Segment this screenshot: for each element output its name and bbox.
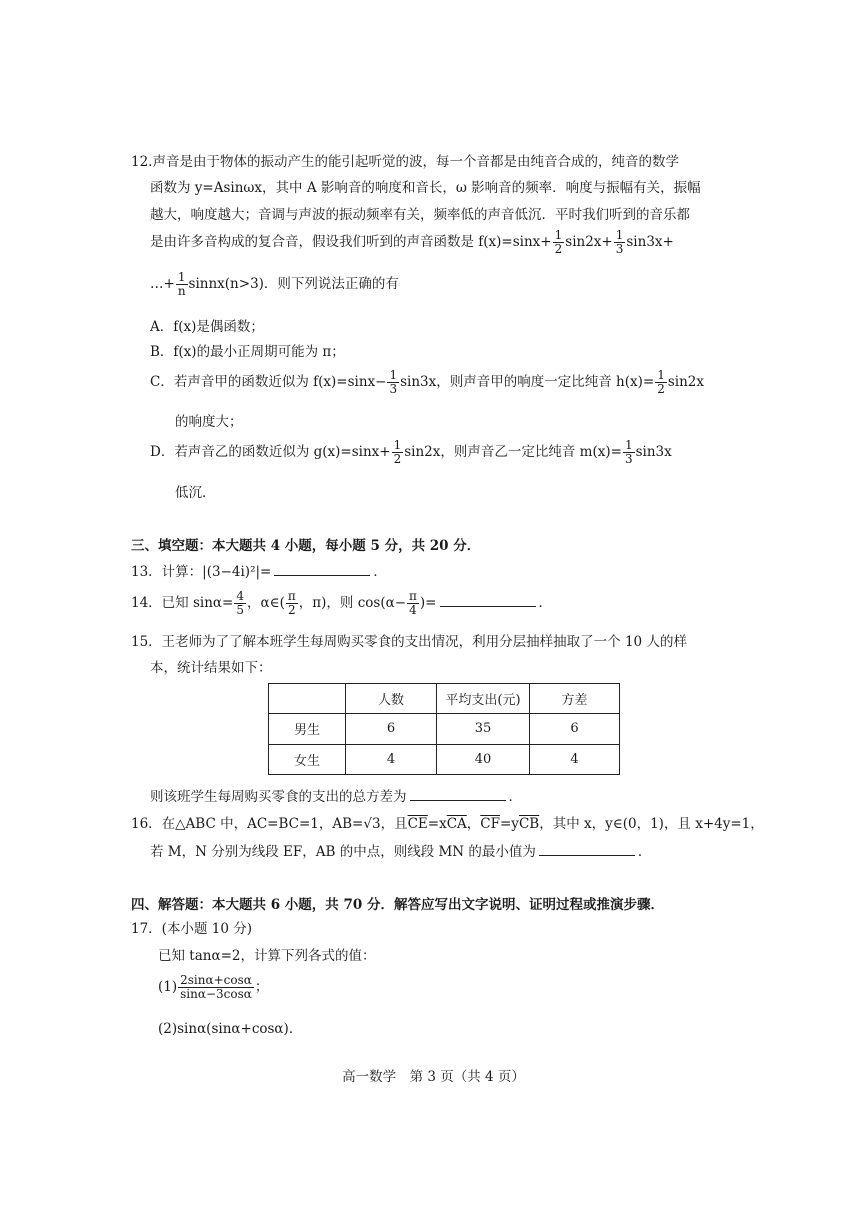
q17-p1-end: ； bbox=[254, 979, 269, 995]
vector-ca: $\overline{CA}$ bbox=[446, 816, 467, 832]
q12-line4-mid2: sin3x+ bbox=[626, 234, 674, 250]
q13-end: ． bbox=[373, 564, 387, 580]
q16-text-b: =x bbox=[427, 816, 447, 832]
frac-den: 5 bbox=[236, 603, 244, 617]
q12-line5 bbox=[150, 270, 399, 298]
q16-line1 bbox=[131, 812, 764, 832]
q12-option-c-cont: 的响度大； bbox=[175, 414, 243, 430]
frac-num: 1 bbox=[554, 228, 563, 243]
q13 bbox=[131, 560, 387, 580]
fraction bbox=[178, 974, 254, 1000]
q12-optd-post: sin3x bbox=[635, 444, 672, 460]
q12-line3: 越大，响度越大；音调与声波的振动频率有关，频率低的声音低沉．平时我们听到的音乐都 bbox=[150, 207, 690, 223]
q12-line4-mid1: sin2x+ bbox=[565, 234, 613, 250]
table-cell: 男生 bbox=[269, 714, 346, 744]
fraction bbox=[286, 590, 298, 616]
q12-line2: 函数为 y=Asinωx，其中 A 影响音的响度和音长，ω 影响音的频率．响度与振幅有关，振幅 bbox=[150, 180, 701, 196]
frac-num: π bbox=[287, 589, 296, 604]
fraction bbox=[655, 369, 667, 395]
table-header-row bbox=[269, 684, 620, 714]
q16-line2-end: ． bbox=[637, 844, 652, 860]
frac-den: 2 bbox=[554, 242, 563, 256]
q17-p1-label: (1) bbox=[158, 979, 178, 995]
table-header-cell: 方差 bbox=[530, 684, 620, 714]
table-header-cell: 人数 bbox=[346, 684, 437, 714]
q15-line2: 本，统计结果如下： bbox=[150, 660, 272, 676]
q12-option-b: B．f(x)的最小正周期可能为 π； bbox=[150, 344, 345, 360]
q17-part1 bbox=[158, 972, 268, 1002]
q16-line2 bbox=[150, 840, 651, 860]
fraction bbox=[407, 590, 419, 616]
answer-blank bbox=[274, 563, 370, 576]
frac-num: 4 bbox=[236, 589, 244, 604]
q12-optc-post: sin2x bbox=[667, 374, 704, 390]
fraction bbox=[387, 369, 399, 395]
q12-option-d bbox=[150, 438, 672, 466]
q12-option-c bbox=[150, 368, 704, 396]
q17-given: 已知 tanα=2，计算下列各式的值： bbox=[158, 948, 376, 964]
answer-blank bbox=[539, 843, 635, 856]
q17-part2: (2)sinα(sinα+cosα)． bbox=[158, 1021, 303, 1037]
q12-optc-mid: sin3x，则声音甲的响度一定比纯音 h(x)= bbox=[400, 374, 655, 390]
frac-num: 1 bbox=[624, 438, 633, 453]
table-cell: 35 bbox=[437, 714, 530, 744]
table-row bbox=[269, 744, 620, 774]
frac-num: 1 bbox=[389, 368, 398, 383]
frac-den: 2 bbox=[657, 382, 665, 396]
answer-blank bbox=[410, 788, 506, 801]
frac-den: n bbox=[177, 284, 186, 298]
q16-text-a: 16．在△ABC 中，AC=BC=1，AB=√3，且 bbox=[131, 816, 408, 832]
vector-ce: $\overline{CE}$ bbox=[407, 816, 428, 832]
frac-den: 2 bbox=[288, 603, 296, 617]
q14-end: ． bbox=[538, 595, 552, 611]
q12-line5-pre: …+ bbox=[150, 276, 175, 292]
q12-option-a: A．f(x)是偶函数； bbox=[150, 319, 264, 335]
q15-line1: 15．王老师为了了解本班学生每周购买零食的支出情况，利用分层抽样抽取了一个 10 人的样 bbox=[131, 634, 687, 650]
frac-den: 3 bbox=[624, 452, 633, 466]
q14-pre: 14．已知 sinα= bbox=[131, 595, 234, 611]
frac-num: 1 bbox=[615, 228, 624, 243]
frac-den: 4 bbox=[409, 603, 417, 617]
table-header-cell bbox=[269, 684, 346, 714]
q12-optd-mid: sin2x，则声音乙一定比纯音 m(x)= bbox=[404, 444, 622, 460]
q13-text: 13．计算：|(3−4i)²|= bbox=[131, 564, 272, 580]
q14-post: )= bbox=[419, 595, 437, 611]
q16-line2-text: 若 M，N 分别为线段 EF，AB 的中点，则线段 MN 的最小值为 bbox=[150, 844, 536, 860]
table-cell: 6 bbox=[530, 714, 620, 744]
q16-text-d: =y bbox=[500, 816, 519, 832]
table-cell: 6 bbox=[346, 714, 437, 744]
q12-optd-pre: D．若声音乙的函数近似为 g(x)=sinx+ bbox=[150, 444, 391, 460]
vector-cb: $\overline{CB}$ bbox=[518, 816, 540, 832]
q12-line4-text: 是由许多音构成的复合音，假设我们听到的声音函数是 f(x)=sinx+ bbox=[150, 234, 552, 250]
table-header-cell: 平均支出(元) bbox=[437, 684, 530, 714]
frac-den: sinα−3cosα bbox=[180, 987, 252, 1001]
table-cell: 4 bbox=[346, 744, 437, 774]
table-row bbox=[269, 714, 620, 744]
q15-after-end: ． bbox=[508, 789, 522, 805]
table-cell: 女生 bbox=[269, 744, 346, 774]
q14-mid: ，α∈( bbox=[246, 595, 285, 611]
q12-optc-pre: C．若声音甲的函数近似为 f(x)=sinx− bbox=[150, 374, 387, 390]
fraction bbox=[553, 229, 565, 255]
frac-num: 1 bbox=[657, 368, 665, 383]
table-cell: 40 bbox=[437, 744, 530, 774]
frac-den: 3 bbox=[615, 242, 624, 256]
fraction bbox=[623, 439, 635, 465]
frac-den: 3 bbox=[389, 382, 398, 396]
q14-mid2: ，π)，则 cos(α− bbox=[298, 595, 407, 611]
section-3-heading: 三、填空题：本大题共 4 小题，每小题 5 分，共 20 分． bbox=[131, 538, 481, 554]
q12-line1: 12.声音是由于物体的振动产生的能引起听觉的波，每一个音都是由纯音合成的，纯音的数学 bbox=[131, 154, 679, 170]
q12-option-d-cont: 低沉． bbox=[175, 485, 216, 501]
fraction bbox=[234, 590, 246, 616]
vector-cf: $\overline{CF}$ bbox=[480, 816, 500, 832]
q14 bbox=[131, 588, 552, 618]
q17-title: 17．(本小题 10 分) bbox=[131, 921, 252, 937]
q15-after bbox=[150, 785, 522, 805]
frac-den: 2 bbox=[393, 452, 402, 466]
section-4-heading: 四、解答题：本大题共 6 小题，共 70 分．解答应写出文字说明、证明过程或推演步骤． bbox=[131, 897, 664, 913]
q12-line4 bbox=[150, 228, 674, 256]
frac-num: 1 bbox=[177, 270, 186, 285]
q16-text-c: ， bbox=[466, 816, 481, 832]
page-footer: 高一数学 第 3 页（共 4 页） bbox=[342, 1069, 525, 1085]
answer-blank bbox=[440, 594, 536, 607]
fraction bbox=[392, 439, 404, 465]
statistics-table bbox=[268, 683, 620, 775]
table-cell: 4 bbox=[530, 744, 620, 774]
fraction bbox=[614, 229, 626, 255]
q12-line5-post: sinnx(n>3)．则下列说法正确的有 bbox=[188, 276, 399, 292]
q15-after-text: 则该班学生每周购买零食的支出的总方差为 bbox=[150, 789, 407, 805]
fraction bbox=[176, 271, 188, 297]
frac-num: 2sinα+cosα bbox=[180, 973, 252, 988]
frac-num: π bbox=[409, 589, 417, 604]
q16-text-e: ，其中 x，y∈(0，1)，且 x+4y=1， bbox=[539, 816, 764, 832]
frac-num: 1 bbox=[393, 438, 402, 453]
